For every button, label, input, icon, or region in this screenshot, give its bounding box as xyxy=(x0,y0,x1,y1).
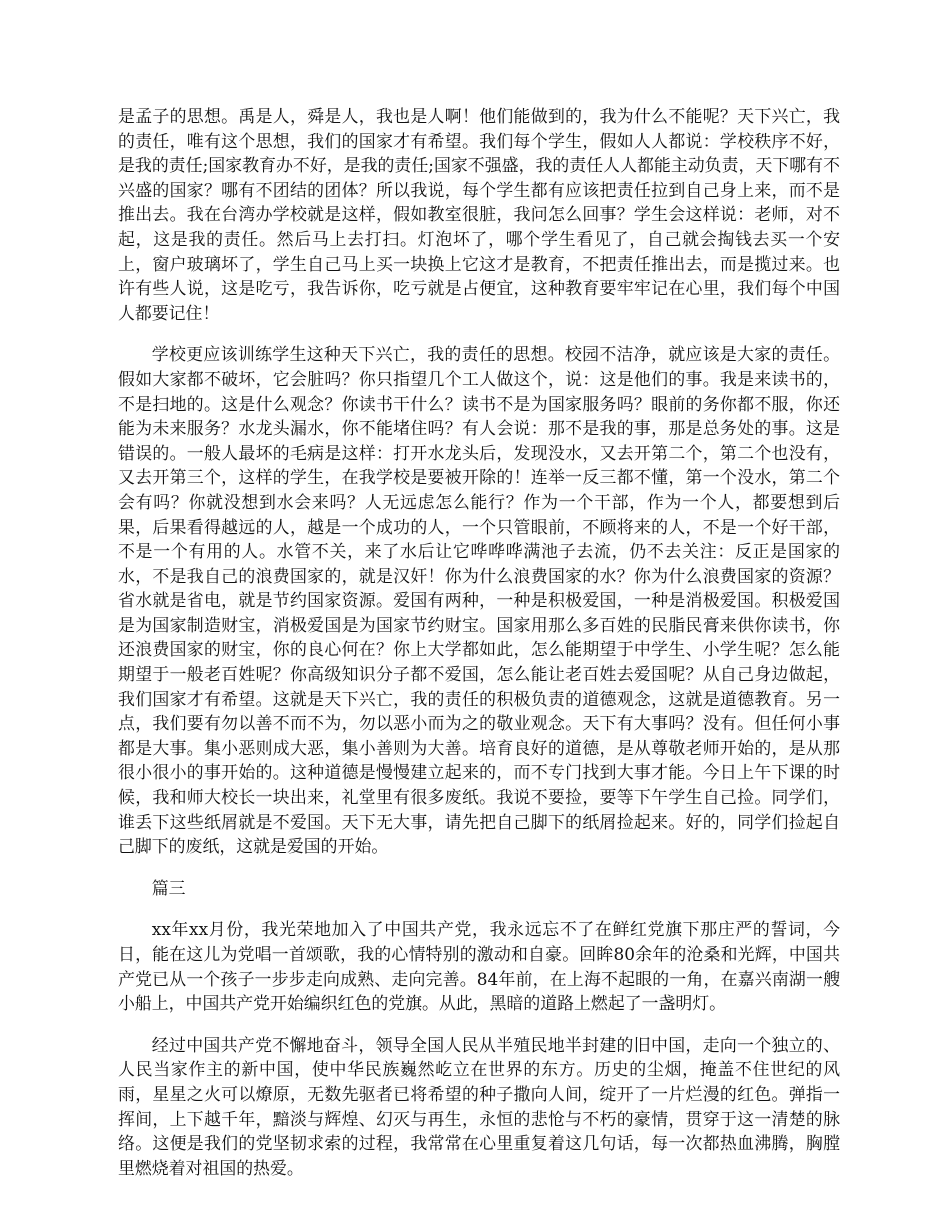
paragraph-4: 经过中国共产党不懈地奋斗，领导全国人民从半殖民地半封建的旧中国，走向一个独立的、人民当家作主的新中国，使中华民族巍然屹立在世界的东方。历史的尘烟，掩盖不住世纪的风雨，星星之火可以燎原，无数先驱者已将希望的种子撒向人间，绽开了一片烂漫的红色。弹指一挥间，上下越千年，黯淡与辉煌、幻灭与再生，永恒的悲怆与不朽的豪情，贯穿于这一清楚的脉络。这便是我们的党坚韧求索的过程，我常常在心里重复着这几句话，每一次都热血沸腾，胸膛里燃烧着对祖国的热爱。 xyxy=(118,1034,840,1178)
section-heading: 篇三 xyxy=(151,877,186,898)
paragraph-2: 学校更应该训练学生这种天下兴亡，我的责任的思想。校园不洁净，就应该是大家的责任。假如大家都不破坏，它会脏吗？你只指望几个工人做这个，说：这是他们的事。我是来读书的，不是扫地的。这是什么观念？你读书干什么？读书不是为国家服务吗？眼前的务你都不服，你还能为未来服务？水龙头漏水，你不能堵住吗？有人会说：那不是我的事，那是总务处的事。这是错误的。一般人最坏的毛病是这样：打开水龙头后，发现没水，又去开第二个，第二个也没有，又去开第三个，这样的学生，在我学校是要被开除的！连举一反三都不懂，第一个没水，第二个会有吗？你就没想到水会来吗？人无远虑怎么能行？作为一个干部，作为一个人，都要想到后果，后果看得越远的人，越是一个成功的人，一个只管眼前，不顾将来的人，不是一个好干部，不是一个有用的人。水管不关，来了水后让它哗哗哗满池子去流，仍不去关注：反正是国家的水，不是我自己的浪费国家的，就是汉奸！你为什么浪费国家的水？你为什么浪费国家的资源？省水就是省电，就是节约国家资源。爱国有两种，一种是积极爱国，一种是消极爱国。积极爱国是为国家制造财宝，消极爱国是为国家节约财宝。国家用那么多百姓的民脂民膏来供你读书，你还浪费国家的财宝，你的良心何在？你上大学都如此，怎么能期望于中学生、小学生呢？怎么能期望于一般老百姓呢？你高级知识分子都不爱国，怎么能让老百姓去爱国呢？从自己身边做起，我们国家才有希望。这就是天下兴亡，我的责任的积极负责的道德观念，这就是道德教育。另一点，我们要有勿以善不而不为，勿以恶小而为之的敬业观念。天下有大事吗？没有。但任何小事都是大事。集小恶则成大恶，集小善则为大善。培育良好的道德，是从尊敬老师开始的，是从那很小很小的事开始的。这种道德是慢慢建立起来的，而不专门找到大事才能。今日上午下课的时候，我和师大校长一块出来，礼堂里有很多废纸。我说不要捡，要等下午学生自己捡。同学们，谁丢下这些纸屑就是不爱国。天下无大事，请先把自己脚下的纸屑捡起来。好的，同学们捡起自己脚下的废纸，这就是爱国的开始。 xyxy=(118,344,840,857)
paragraph-1: 是孟子的思想。禹是人，舜是人，我也是人啊！他们能做到的，我为什么不能呢？天下兴亡，我的责任，唯有这个思想，我们的国家才有希望。我们每个学生，假如人人都说：学校秩序不好，是我的责任;国家教育办不好，是我的责任;国家不强盛，我的责任人人都能主动负责，天下哪有不兴盛的国家？哪有不团结的团体？所以我说，每个学生都有应该把责任拉到自己身上来，而不是推出去。我在台湾办学校就是这样，假如教室很脏，我问怎么回事？学生会这样说：老师，对不起，这是我的责任。然后马上去打扫。灯泡坏了，哪个学生看见了，自己就会掏钱去买一个安上，窗户玻璃坏了，学生自己马上买一块换上它这才是教育，不把责任推出去，而是揽过来。也许有些人说，这是吃亏，我告诉你，吃亏就是占便宜，这种教育要牢牢记在心里，我们每个中国人都要记住！ xyxy=(118,106,840,323)
document-page xyxy=(118,104,840,1197)
paragraph-3: xx年xx月份，我光荣地加入了中国共产党，我永远忘不了在鲜红党旗下那庄严的誓词，今日，能在这儿为党唱一首颂歌，我的心情特别的激动和自豪。回眸80余年的沧桑和光辉，中国共产党已从一个孩子一步步走向成熟、走向完善。84年前，在上海不起眼的一角，在嘉兴南湖一艘小船上，中国共产党开始编织红色的党旗。从此，黑暗的道路上燃起了一盏明灯。 xyxy=(118,919,840,1014)
